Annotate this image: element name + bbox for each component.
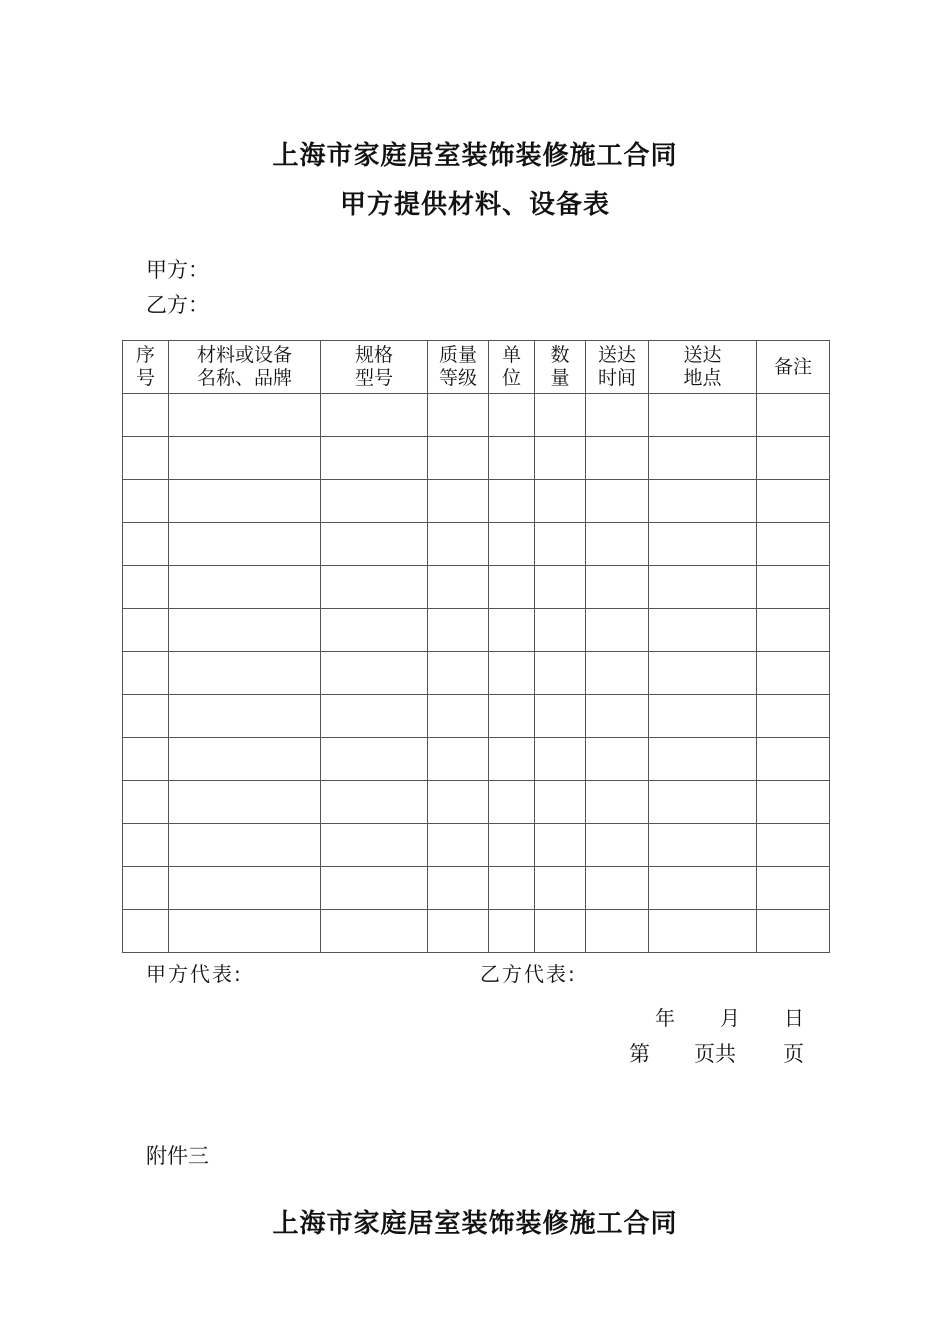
table-cell — [586, 781, 649, 824]
table-cell — [586, 824, 649, 867]
table-row — [123, 695, 830, 738]
table-cell — [489, 523, 535, 566]
table-cell — [123, 910, 169, 953]
table-cell — [123, 652, 169, 695]
table-cell — [123, 824, 169, 867]
table-cell — [489, 695, 535, 738]
annex-label: 附件三 — [146, 1144, 209, 1168]
date-month: 月 — [720, 1006, 740, 1030]
table-cell — [169, 824, 321, 867]
table-row — [123, 523, 830, 566]
table-cell — [757, 609, 830, 652]
column-header-quality-grade: 质量 等级 — [428, 341, 489, 394]
table-cell — [169, 437, 321, 480]
table-cell — [535, 652, 586, 695]
document-subtitle: 甲方提供材料、设备表 — [339, 190, 610, 220]
table-cell — [649, 609, 757, 652]
table-cell — [757, 523, 830, 566]
table-cell — [535, 824, 586, 867]
column-header-delivery-time: 送达 时间 — [586, 341, 649, 394]
page-number-prefix: 第 — [629, 1042, 650, 1066]
materials-table — [122, 340, 830, 953]
table-cell — [757, 652, 830, 695]
table-cell — [489, 824, 535, 867]
table-cell — [757, 910, 830, 953]
date-day: 日 — [784, 1006, 804, 1030]
table-cell — [535, 523, 586, 566]
table-cell — [169, 695, 321, 738]
table-cell — [123, 566, 169, 609]
table-row — [123, 652, 830, 695]
table-cell — [586, 738, 649, 781]
table-cell — [169, 609, 321, 652]
table-cell — [169, 652, 321, 695]
table-cell — [586, 609, 649, 652]
table-cell — [535, 738, 586, 781]
next-section-title: 上海市家庭居室装饰装修施工合同 — [272, 1209, 678, 1239]
table-row — [123, 867, 830, 910]
table-cell — [757, 738, 830, 781]
table-cell — [123, 781, 169, 824]
table-cell — [649, 738, 757, 781]
table-cell — [321, 437, 428, 480]
table-cell — [321, 609, 428, 652]
table-header-row — [123, 341, 830, 394]
table-cell — [489, 609, 535, 652]
table-cell — [535, 394, 586, 437]
table-cell — [169, 566, 321, 609]
table-cell — [586, 566, 649, 609]
table-cell — [586, 910, 649, 953]
table-cell — [169, 910, 321, 953]
table-cell — [428, 437, 489, 480]
table-cell — [321, 824, 428, 867]
table-cell — [489, 738, 535, 781]
column-header-spec-model: 规格 型号 — [321, 341, 428, 394]
table-cell — [428, 566, 489, 609]
table-cell — [123, 480, 169, 523]
table-cell — [321, 867, 428, 910]
table-cell — [649, 394, 757, 437]
table-row — [123, 566, 830, 609]
table-cell — [123, 695, 169, 738]
table-cell — [586, 867, 649, 910]
table-cell — [649, 867, 757, 910]
party-a-representative: 甲方代表: — [146, 962, 243, 986]
table-row — [123, 824, 830, 867]
table-cell — [321, 523, 428, 566]
table-cell — [428, 480, 489, 523]
party-a-label: 甲方： — [146, 258, 209, 282]
table-cell — [535, 437, 586, 480]
table-cell — [169, 781, 321, 824]
column-header-name-brand: 材料或设备 名称、品牌 — [169, 341, 321, 394]
table-cell — [586, 523, 649, 566]
table-cell — [535, 695, 586, 738]
table-row — [123, 781, 830, 824]
table-cell — [586, 437, 649, 480]
table-cell — [489, 652, 535, 695]
column-header-delivery-place: 送达 地点 — [649, 341, 757, 394]
table-cell — [489, 394, 535, 437]
table-row — [123, 437, 830, 480]
table-cell — [321, 695, 428, 738]
table-cell — [649, 910, 757, 953]
table-cell — [428, 652, 489, 695]
table-cell — [169, 738, 321, 781]
table-row — [123, 738, 830, 781]
table-row — [123, 394, 830, 437]
table-cell — [757, 824, 830, 867]
document-title: 上海市家庭居室装饰装修施工合同 — [272, 141, 678, 171]
column-header-serial: 序 号 — [123, 341, 169, 394]
table-cell — [489, 437, 535, 480]
table-cell — [489, 781, 535, 824]
table-cell — [535, 781, 586, 824]
table-cell — [123, 867, 169, 910]
table-cell — [649, 437, 757, 480]
table-cell — [428, 781, 489, 824]
table-cell — [489, 480, 535, 523]
table-cell — [489, 867, 535, 910]
table-cell — [586, 394, 649, 437]
table-cell — [321, 566, 428, 609]
table-row — [123, 609, 830, 652]
table-body — [123, 394, 830, 953]
table-cell — [757, 695, 830, 738]
table-cell — [649, 652, 757, 695]
table-cell — [428, 867, 489, 910]
table-cell — [428, 695, 489, 738]
column-header-remarks: 备注 — [757, 341, 830, 394]
table-cell — [428, 824, 489, 867]
page-number-suffix: 页 — [783, 1042, 804, 1066]
table-cell — [489, 566, 535, 609]
table-row — [123, 480, 830, 523]
table-cell — [535, 566, 586, 609]
table-cell — [123, 738, 169, 781]
table-cell — [757, 566, 830, 609]
table-cell — [649, 566, 757, 609]
party-b-representative: 乙方代表: — [480, 962, 577, 986]
table-cell — [535, 480, 586, 523]
table-cell — [535, 609, 586, 652]
table-cell — [428, 523, 489, 566]
table-cell — [428, 738, 489, 781]
table-cell — [428, 394, 489, 437]
table-cell — [123, 394, 169, 437]
table-cell — [321, 910, 428, 953]
table-cell — [123, 523, 169, 566]
table-cell — [586, 480, 649, 523]
table-cell — [321, 781, 428, 824]
table-row — [123, 910, 830, 953]
table-cell — [757, 437, 830, 480]
party-b-label: 乙方： — [146, 293, 209, 317]
table-cell — [757, 480, 830, 523]
table-cell — [649, 824, 757, 867]
table-cell — [535, 867, 586, 910]
table-cell — [321, 652, 428, 695]
table-cell — [649, 480, 757, 523]
table-cell — [586, 695, 649, 738]
table-cell — [169, 394, 321, 437]
table-cell — [535, 910, 586, 953]
page-number-middle: 页共 — [694, 1042, 736, 1066]
table-cell — [649, 781, 757, 824]
table-cell — [321, 738, 428, 781]
table-cell — [428, 609, 489, 652]
column-header-quantity: 数 量 — [535, 341, 586, 394]
table-cell — [321, 480, 428, 523]
table-cell — [649, 523, 757, 566]
table-cell — [123, 437, 169, 480]
table-cell — [649, 695, 757, 738]
table-cell — [757, 394, 830, 437]
table-cell — [169, 523, 321, 566]
column-header-unit: 单 位 — [489, 341, 535, 394]
table-cell — [321, 394, 428, 437]
table-cell — [169, 867, 321, 910]
date-year: 年 — [655, 1006, 675, 1030]
table-cell — [489, 910, 535, 953]
table-cell — [428, 910, 489, 953]
table-cell — [586, 652, 649, 695]
table-cell — [757, 781, 830, 824]
table-cell — [123, 609, 169, 652]
table-cell — [169, 480, 321, 523]
table-cell — [757, 867, 830, 910]
